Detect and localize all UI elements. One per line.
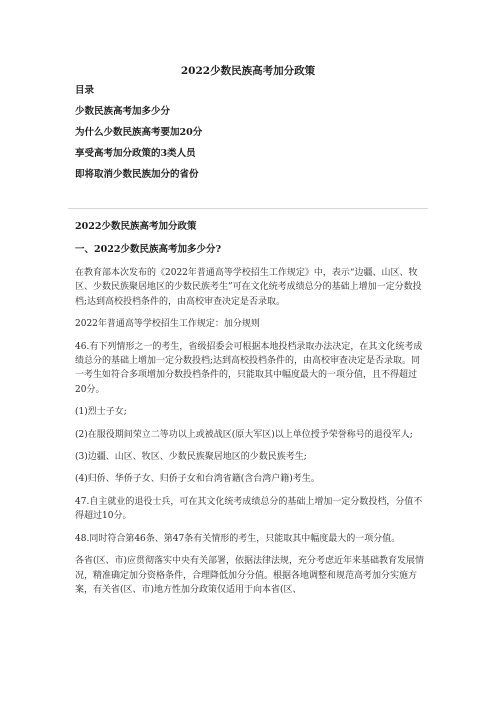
paragraph: 各省(区、市)应贯彻落实中央有关部署，依据法律法规，充分考虑近年来基础教育发展情况，精准确定加分资格条件，合理降低加分分值。根据各地调整和规范高考加分实施方案，有关省(区、市)地方性加分政策仅适用于向本省(区、: [75, 556, 425, 595]
paragraph: 46.有下列情形之一的考生，省级招委会可根据本地投档录取办法决定，在其文化统考成绩总分的基础上增加一定分数投档;达到高校投档条件的，由高校审查决定是否录取。同一考生如符合多项增加分数投档条件的，只能取其中幅度最大的一项分值，且不得超过20分。: [75, 341, 423, 395]
paragraph: (2)在服役期间荣立二等功以上或被战区(原大军区)以上单位授予荣誉称号的退役军人;: [75, 429, 413, 440]
paragraph: 2022年普通高等学校招生工作规定：加分规则: [75, 319, 260, 330]
paragraph: (1)烈士子女;: [75, 407, 127, 418]
paragraph: 47.自主就业的退役士兵，可在其文化统考成绩总分的基础上增加一定分数投档，分值不得超过10分。: [75, 496, 423, 522]
toc-item[interactable]: 少数民族高考加多少分: [75, 106, 171, 117]
toc-heading: 目录: [75, 85, 95, 96]
toc-item[interactable]: 为什么少数民族高考要加20分: [75, 127, 203, 138]
page-title: 2022少数民族高考加分政策: [180, 65, 316, 77]
paragraph: 在教育部本次发布的《2022年普通高等学校招生工作规定》中，表示“边疆、山区、牧区、少数民族聚居地区的少数民族考生”可在文化统考成绩总分的基础上增加一定分数投档;达到高校投档条件的，由高校审查决定是否录取。: [75, 268, 422, 307]
section-title: 2022少数民族高考加分政策: [75, 221, 197, 232]
article-body: [75, 220, 425, 605]
section-subheading: 一、2022少数民族高考加多少分?: [75, 244, 222, 255]
paragraph: (4)归侨、华侨子女、归侨子女和台湾省籍(含台湾户籍)考生。: [75, 474, 320, 485]
toc-item[interactable]: 即将取消少数民族加分的省份: [75, 169, 199, 180]
paragraph: (3)边疆、山区、牧区、少数民族聚居地区的少数民族考生;: [75, 452, 307, 463]
section-divider: [68, 208, 428, 209]
toc-item[interactable]: 享受高考加分政策的3类人员: [75, 148, 196, 159]
paragraph: 48.同时符合第46条、第47条有关情形的考生，只能取其中幅度最大的一项分值。: [75, 533, 401, 544]
table-of-contents: [75, 85, 421, 190]
